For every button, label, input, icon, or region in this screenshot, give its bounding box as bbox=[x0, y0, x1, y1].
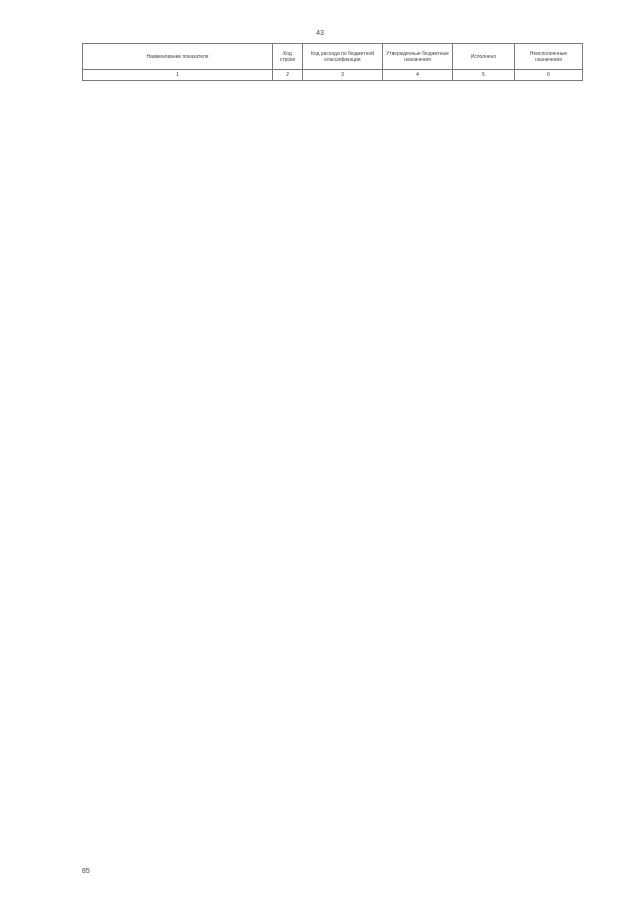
bottom-page-number: 85 bbox=[82, 868, 90, 875]
page-number: 43 bbox=[316, 30, 324, 37]
col-header-name: Наименование показателя bbox=[83, 44, 273, 70]
col-header-unexecuted: Неисполненные назначения bbox=[515, 44, 583, 70]
col-index-1: 1 bbox=[83, 70, 273, 81]
column-index-row bbox=[83, 70, 583, 81]
col-index-2: 2 bbox=[273, 70, 303, 81]
col-header-executed: Исполнено bbox=[453, 44, 515, 70]
col-header-line-code: Код строки bbox=[273, 44, 303, 70]
col-index-3: 3 bbox=[303, 70, 383, 81]
table-header-row bbox=[83, 44, 583, 70]
col-header-budget-code: Код расхода по бюджетной классификации bbox=[303, 44, 383, 70]
col-index-6: 6 bbox=[515, 70, 583, 81]
col-index-5: 5 bbox=[453, 70, 515, 81]
budget-execution-table bbox=[82, 43, 583, 81]
col-index-4: 4 bbox=[383, 70, 453, 81]
col-header-approved: Утвержденные бюджетные назначения bbox=[383, 44, 453, 70]
